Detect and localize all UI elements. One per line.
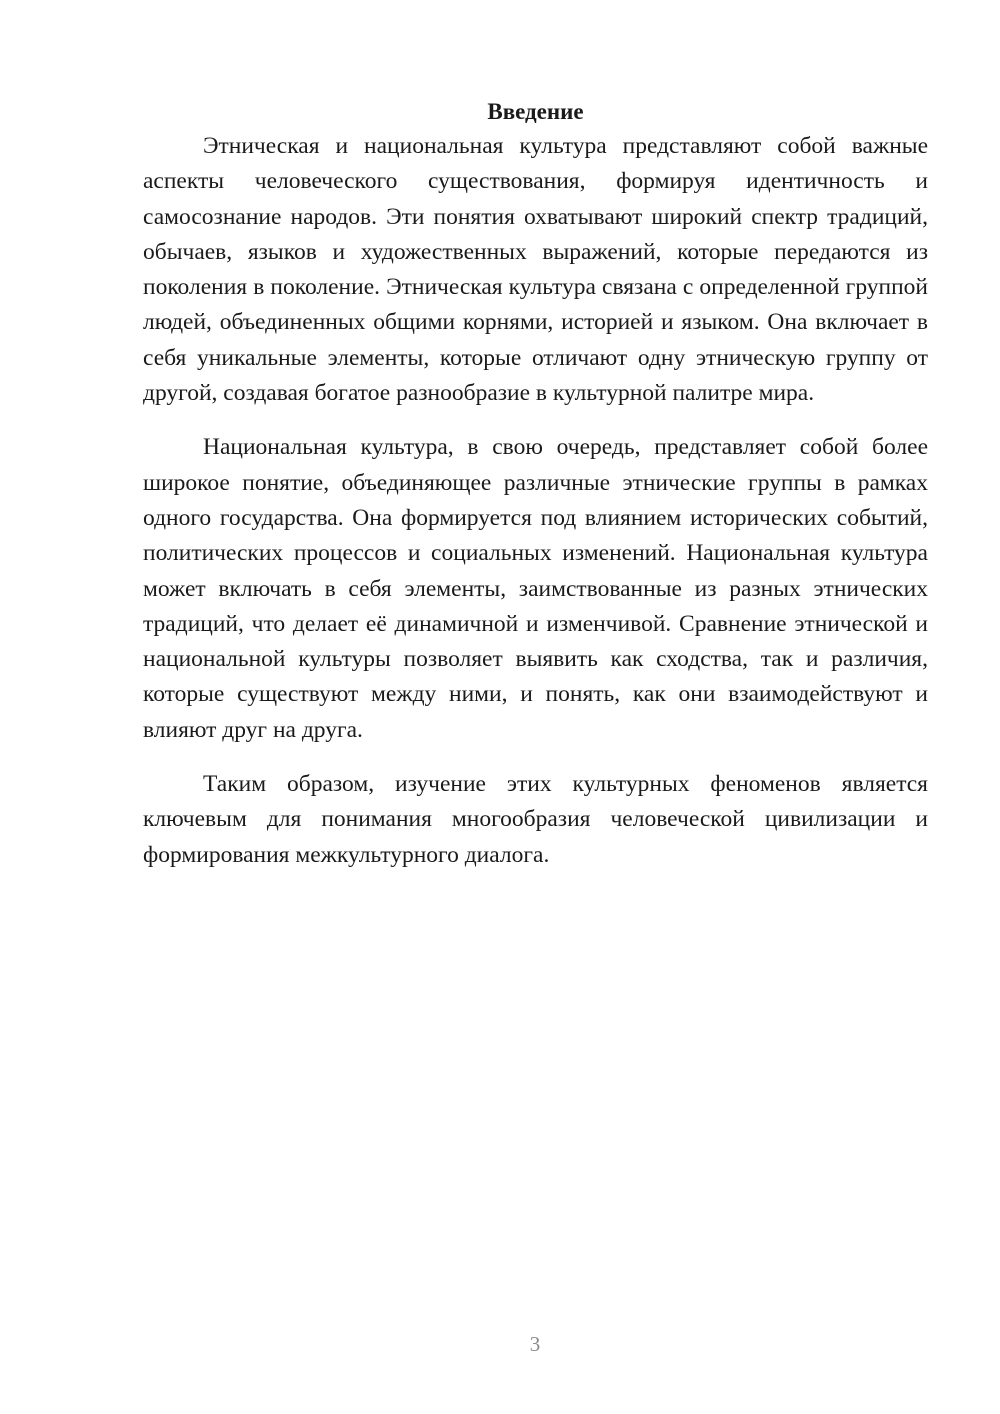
- page-content: [143, 94, 928, 873]
- section-heading: Введение: [487, 99, 584, 124]
- page-number: 3: [529, 1332, 541, 1356]
- paragraph-1: Этническая и национальная культура представляют собой важные аспекты человеческого существования, формируя идентичность и самосознание народов. Эти понятия охватывают широкий спектр традиций, обычаев, языков и художественных выражений, которые передаются из поколения в поколение. Этническая культура связана с определенной группой людей, объединенных общими корнями, историей и языком. Она включает в себя уникальные элементы, которые отличают одну этническую группу от другой, создавая богатое разнообразие в культурной палитре мира.: [143, 133, 928, 407]
- paragraph-2: Национальная культура, в свою очередь, представляет собой более широкое понятие, объединяющее различные этнические группы в рамках одного государства. Она формируется под влиянием исторических событий, политических процессов и социальных изменений. Национальная культура может включать в себя элементы, заимствованные из разных этнических традиций, что делает её динамичной и изменчивой. Сравнение этнической и национальной культуры позволяет выявить как сходства, так и различия, которые существуют между ними, и понять, как они взаимодействуют и влияют друг на друга.: [143, 434, 928, 743]
- paragraph-3: Таким образом, изучение этих культурных феноменов является ключевым для понимания многообразия человеческой цивилизации и формирования межкультурного диалога.: [143, 771, 928, 868]
